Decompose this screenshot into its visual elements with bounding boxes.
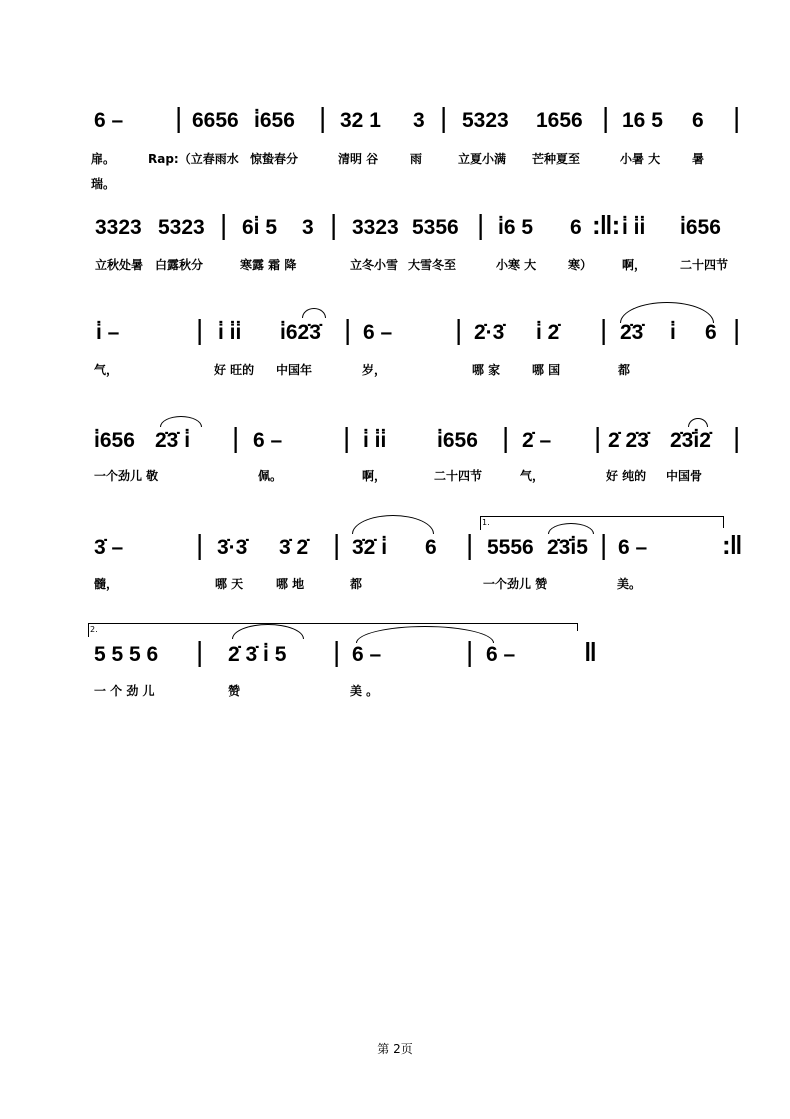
- lyric-row-5: [0, 576, 790, 596]
- barline: |: [196, 636, 204, 667]
- note-group: 6: [425, 536, 437, 559]
- barline: |: [330, 209, 338, 240]
- note-group: i̇656: [254, 109, 295, 132]
- staff-row-3: [0, 314, 790, 360]
- note-group: 5 5 5 6: [94, 643, 159, 666]
- volta-bracket-2: [88, 623, 578, 634]
- staff-row-6: [0, 636, 790, 682]
- barline: |: [175, 102, 183, 133]
- note-group: i̇656: [680, 216, 721, 239]
- lyric: 芒种夏至: [532, 152, 581, 166]
- lyric: 气，: [94, 363, 119, 377]
- lyric: 一个劲儿 赞: [483, 577, 548, 591]
- note-group: i̇ i̇i̇: [363, 429, 387, 452]
- note-group: i̇: [670, 321, 676, 344]
- note-group: i̇6 5: [498, 216, 534, 239]
- lyric: 二十四节: [434, 469, 483, 483]
- note-group: 5323: [462, 109, 509, 132]
- lyric: 都: [618, 363, 631, 377]
- lyric: 髓，: [94, 577, 119, 591]
- note-group: 6 –: [94, 109, 124, 132]
- note-group: i̇ i̇i̇: [622, 216, 646, 239]
- staff-row-4: [0, 422, 790, 468]
- lyric: 赞: [228, 684, 241, 698]
- lyric: 啊，: [362, 469, 387, 483]
- note-group: 3323: [352, 216, 399, 239]
- note-group: i̇ 2̇: [536, 321, 560, 344]
- repeat-end-sign: :‖: [722, 530, 742, 560]
- note-group: 6: [570, 216, 582, 239]
- note-group: 2̇3̇ i̇: [155, 429, 191, 452]
- barline: |: [733, 422, 741, 453]
- repeat-sign: :‖:: [592, 210, 620, 240]
- note-group: 2̇ –: [522, 429, 552, 452]
- barline: |: [600, 529, 608, 560]
- barline: |: [455, 314, 463, 345]
- note-group: 6656: [192, 109, 239, 132]
- staff-row-1: [0, 102, 790, 148]
- page-number: 第 2页: [377, 1042, 413, 1056]
- note-group: 6 –: [363, 321, 393, 344]
- barline: |: [466, 529, 474, 560]
- note-group: 6: [692, 109, 704, 132]
- barline: |: [733, 102, 741, 133]
- barline: |: [733, 314, 741, 345]
- barline: |: [600, 314, 608, 345]
- lyric: 哪 地: [276, 577, 305, 591]
- slur: [356, 626, 494, 643]
- barline: |: [220, 209, 228, 240]
- lyric: 佩。: [258, 469, 283, 483]
- note-group: 3̇2̇ i̇: [352, 536, 388, 559]
- note-group: 3323: [95, 216, 142, 239]
- staff-row-2: [0, 209, 790, 255]
- note-group: 2̇3̇: [620, 321, 644, 344]
- note-group: 6: [705, 321, 717, 344]
- barline: |: [466, 636, 474, 667]
- barline: |: [594, 422, 602, 453]
- final-barline: ‖: [584, 637, 596, 667]
- slur: [302, 308, 326, 318]
- lyric-row-4: [0, 468, 790, 488]
- lyric: 一个劲儿 敬: [94, 469, 159, 483]
- note-group: 2̇ 2̇3̇: [608, 429, 649, 452]
- volta-label: 2.: [90, 625, 98, 634]
- lyric: 美 。: [350, 684, 379, 698]
- lyric-row-2: [0, 257, 790, 277]
- note-group: i̇656: [94, 429, 135, 452]
- slur: [548, 523, 594, 534]
- barline: |: [196, 314, 204, 345]
- lyric-row-6: [0, 683, 790, 703]
- note-group: 1656: [536, 109, 583, 132]
- note-group: 5323: [158, 216, 205, 239]
- slur: [620, 302, 714, 323]
- barline: |: [333, 529, 341, 560]
- barline: |: [343, 422, 351, 453]
- lyric: 都: [350, 577, 363, 591]
- barline: |: [319, 102, 327, 133]
- lyric: 大雪冬至: [408, 258, 457, 272]
- lyric: 清明 谷: [338, 152, 379, 166]
- note-group: 6i̇ 5: [242, 216, 278, 239]
- lyric: 小寒 大: [496, 258, 537, 272]
- slur: [688, 418, 708, 427]
- note-group: 2̇3̇i̇5: [547, 536, 588, 559]
- lyric-row-1b: [0, 176, 790, 196]
- lyric: 美。: [617, 577, 642, 591]
- lyric: 暑: [692, 152, 705, 166]
- lyric: 好 纯的: [606, 469, 647, 483]
- lyric: 扉。: [91, 152, 116, 166]
- note-group: 6 –: [486, 643, 516, 666]
- barline: |: [333, 636, 341, 667]
- note-group: 16 5: [622, 109, 663, 132]
- lyric: 寒露 霜 降: [240, 258, 297, 272]
- lyric: 气，: [520, 469, 545, 483]
- note-group: 6 –: [253, 429, 283, 452]
- note-group: 3: [302, 216, 314, 239]
- barline: |: [440, 102, 448, 133]
- lyric: 中国骨: [666, 469, 703, 483]
- lyric: 岁，: [362, 363, 387, 377]
- note-group: 6 –: [618, 536, 648, 559]
- note-group: i̇62̇3̇: [280, 321, 321, 344]
- barline: |: [602, 102, 610, 133]
- note-group: 5556: [487, 536, 534, 559]
- note-group: 2̇ 3̇ i̇ 5: [228, 643, 287, 666]
- volta-bracket-1: [480, 516, 724, 527]
- note-group: 2̇·3̇: [474, 321, 505, 344]
- note-group: 5356: [412, 216, 459, 239]
- lyric: 二十四节: [680, 258, 729, 272]
- barline: |: [502, 422, 510, 453]
- slur: [352, 515, 434, 534]
- note-group: i̇ –: [96, 321, 120, 344]
- note-group: 3̇ 2̇: [279, 536, 309, 559]
- lyric: 哪 家: [472, 363, 501, 377]
- lyric: 哪 国: [532, 363, 561, 377]
- staff-row-5: [0, 529, 790, 575]
- note-group: i̇656: [437, 429, 478, 452]
- lyric: 瑞。: [91, 177, 116, 191]
- lyric: 立冬小雪: [350, 258, 399, 272]
- note-group: 6 –: [352, 643, 382, 666]
- lyric: 立夏小满: [458, 152, 507, 166]
- lyric: 小暑 大: [620, 152, 661, 166]
- lyric: 白露秋分: [155, 258, 204, 272]
- lyric: 一 个 劲 儿: [94, 684, 155, 698]
- lyric: 立秋处暑: [95, 258, 144, 272]
- lyric: 寒）: [568, 258, 593, 272]
- volta-label: 1.: [482, 518, 490, 527]
- note-group: 3: [413, 109, 425, 132]
- barline: |: [477, 209, 485, 240]
- lyric: 惊蛰春分: [250, 152, 299, 166]
- note-group: 3̇·3̇: [217, 536, 248, 559]
- note-group: 2̇3̇i̇2̇: [670, 429, 711, 452]
- slur: [160, 416, 202, 427]
- lyric: 雨: [410, 152, 423, 166]
- barline: |: [196, 529, 204, 560]
- note-group: 32 1: [340, 109, 381, 132]
- lyric: 哪 天: [215, 577, 244, 591]
- lyric: 啊，: [622, 258, 647, 272]
- lyric-row-3: [0, 362, 790, 382]
- lyric: 中国年: [276, 363, 313, 377]
- slur: [232, 624, 304, 639]
- lyric: 好 旺的: [214, 363, 255, 377]
- barline: |: [232, 422, 240, 453]
- note-group: 3̇ –: [94, 536, 124, 559]
- note-group: i̇ i̇i̇: [218, 321, 242, 344]
- barline: |: [344, 314, 352, 345]
- lyric: Rap:（立春雨水: [148, 152, 239, 166]
- lyric-row-1: [0, 151, 790, 171]
